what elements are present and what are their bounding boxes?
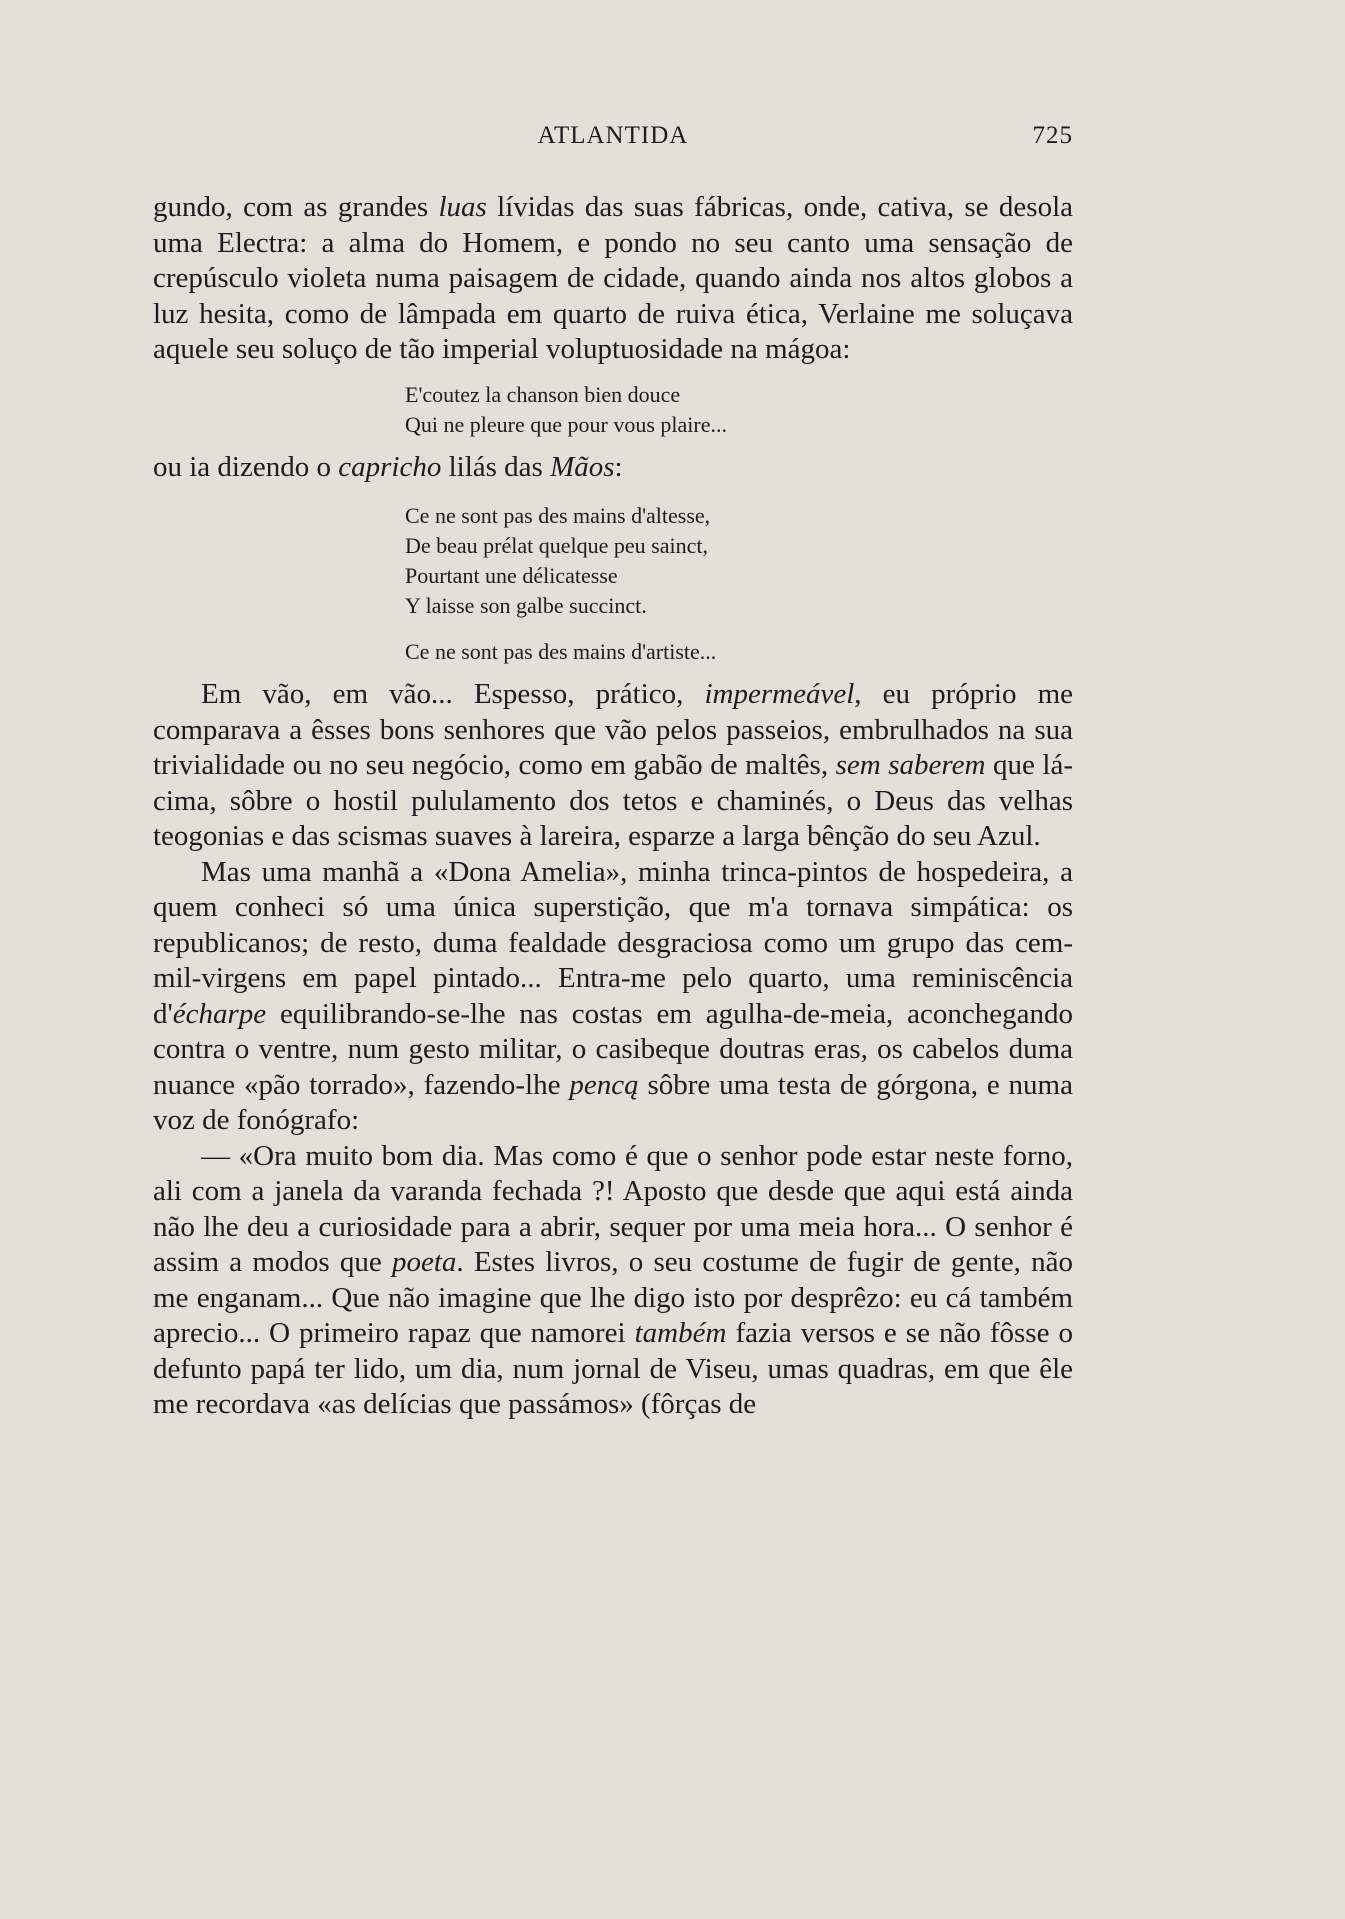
italic-word: pencą <box>569 1068 639 1101</box>
text-run: fazia versos e se não fôsse o defunto papá ter lido, um dia, num jornal de Viseu, umas quadras, em que êle me recordava «as delícias que passámos» (fôrças de <box>153 1317 1073 1420</box>
text-run: equilibrando-se-lhe nas costas em agulha-de-meia, aconchegando contra o ventre, num gesto militar, o casibeque doutras eras, os cabelos duma nuance «pão torrado», fazendo-lhe <box>153 997 1073 1101</box>
paragraph-2 <box>153 450 1073 486</box>
text-run: gundo, com as grandes <box>153 191 439 223</box>
verse-line: Y laisse son galbe succinct. <box>405 593 647 618</box>
text-run: sôbre uma testa de górgona, e numa voz de fonógrafo: <box>153 1068 1073 1136</box>
verse-line: Ce ne sont pas des mains d'artiste... <box>405 639 717 664</box>
text-run: — «Ora muito bom dia. Mas como é que o senhor pode estar neste forno, ali com a janela da varanda fechada ?! Aposto que desde que aqui está ainda não lhe deu a curiosidade para a abrir, sequer por uma meia hora... O senhor é assim a modos que <box>153 1139 1073 1278</box>
verse-line: Pourtant une délicatesse <box>405 563 618 588</box>
journal-title: ATLANTIDA <box>537 122 689 149</box>
italic-word: também <box>634 1317 727 1349</box>
text-run: que lá-cima, sôbre o hostil pululamento dos tetos e chaminés, o Deus das velhas teogonias e das scismas suaves à lareira, esparze a larga bênção do seu Azul. <box>153 749 1073 852</box>
italic-word: sem saberem <box>835 749 986 781</box>
page-number: 725 <box>1032 122 1073 149</box>
italic-word: capricho <box>338 450 442 483</box>
body-text <box>153 190 1073 1423</box>
paragraph-3 <box>153 677 1073 855</box>
italic-word: impermeável <box>704 678 855 710</box>
text-run: lilás das <box>441 450 551 483</box>
paragraph-1 <box>153 190 1073 368</box>
paragraph-5 <box>153 1139 1073 1423</box>
italic-word: écharpe <box>172 997 267 1030</box>
paragraph-4 <box>153 855 1073 1139</box>
text-run: lívidas das suas fábricas, onde, cativa, se desola uma Electra: a alma do Homem, e pondo no seu canto uma sensação de crepúsculo violeta numa paisagem de cidade, quando ainda nos altos globos a luz hesita, como de lâmpada em quarto de ruiva ética, Verlaine me soluçava aquele seu soluço de tão imperial voluptuosidade na mágoa: <box>153 191 1073 365</box>
text-run: , eu próprio me comparava a êsses bons senhores que vão pelos passeios, embrulhados na sua trivialidade ou no seu negócio, como em gabão de maltês, <box>153 678 1074 781</box>
text-run: ou ia dizendo o <box>153 450 339 483</box>
verse-line: Qui ne pleure que pour vous plaire... <box>405 411 727 437</box>
verse-line: E'coutez la chanson bien douce <box>405 381 681 407</box>
italic-word: luas <box>438 191 487 223</box>
text-run: . Estes livros, o seu costume de fugir de gente, não me enganam... Que não imagine que lhe digo isto por desprêzo: eu cá também aprecio... O primeiro rapaz que namorei <box>153 1246 1073 1349</box>
verse-line: De beau prélat quelque peu sainct, <box>405 533 708 558</box>
italic-word: Mãos <box>550 450 615 483</box>
verlaine-quote <box>405 380 1073 440</box>
text-run: : <box>614 450 623 483</box>
verse-line: Ce ne sont pas des mains d'altesse, <box>405 503 711 528</box>
text-run: Mas uma manhã a «Dona Amelia», minha trinca-pintos de hospedeira, a quem conheci só uma única superstição, que m'a tornava simpática: os republicanos; de resto, duma fealdade desgraciosa como um grupo das cem-mil-virgens em papel pintado... Entra-me pelo quarto, uma reminiscência d' <box>153 855 1073 1030</box>
text-run: Em vão, em vão... Espesso, prático, <box>201 678 705 710</box>
italic-word: poeta <box>391 1246 457 1278</box>
running-header <box>153 122 1073 162</box>
mains-quote <box>405 501 1073 667</box>
